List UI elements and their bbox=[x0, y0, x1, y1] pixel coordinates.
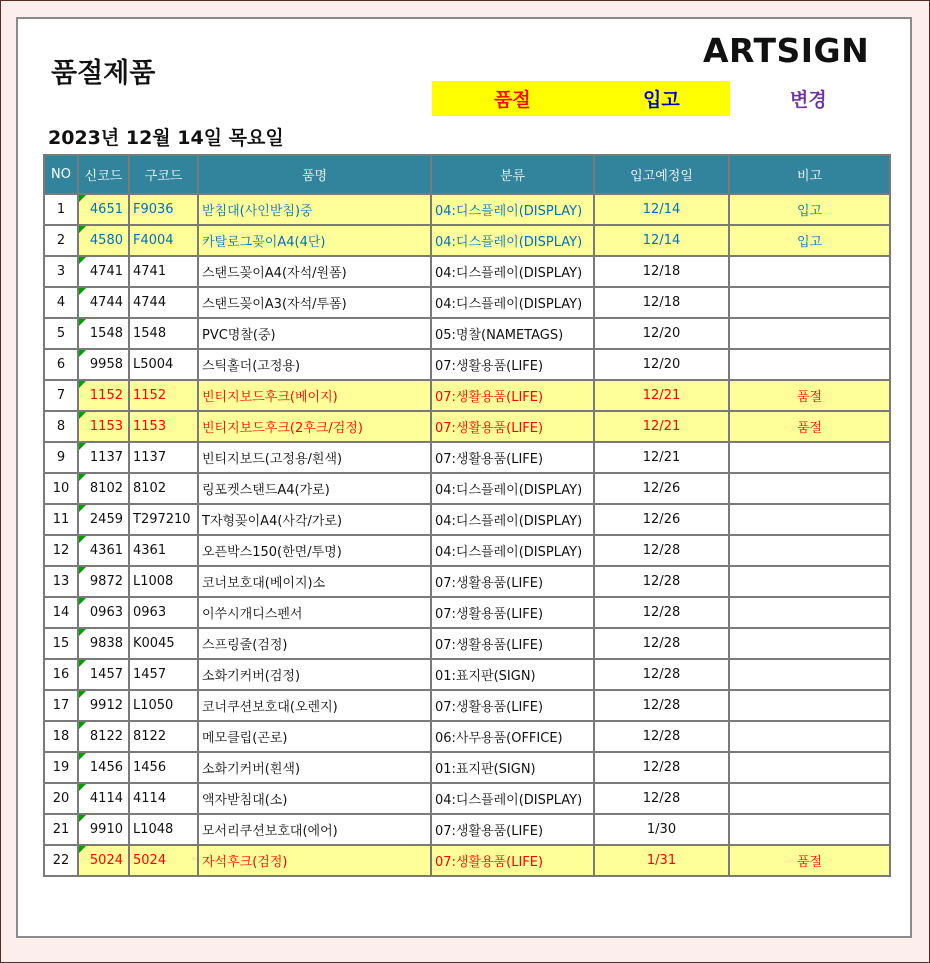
cell-new-code[interactable]: 1137 bbox=[78, 442, 129, 473]
cell-old-code[interactable]: 8102 bbox=[129, 473, 198, 504]
cell-old-code[interactable]: 4744 bbox=[129, 287, 198, 318]
cell-note[interactable] bbox=[729, 752, 890, 783]
cell-restock-date[interactable]: 12/18 bbox=[594, 256, 729, 287]
table-row[interactable] bbox=[44, 442, 890, 473]
cell-category[interactable]: 07:생활용품(LIFE) bbox=[431, 690, 594, 721]
cell-no[interactable]: 18 bbox=[44, 721, 78, 752]
col-header-old-code: 구코드 bbox=[129, 155, 198, 194]
cell-category[interactable]: 07:생활용품(LIFE) bbox=[431, 814, 594, 845]
cell-old-code[interactable]: 1457 bbox=[129, 659, 198, 690]
cell-note[interactable] bbox=[729, 318, 890, 349]
cell-product-name[interactable]: 빈티지보드후크(2후크/검정) bbox=[198, 411, 431, 442]
col-header-restock-date: 입고예정일 bbox=[594, 155, 729, 194]
cell-old-code[interactable]: L1008 bbox=[129, 566, 198, 597]
cell-note[interactable]: 품절 bbox=[729, 380, 890, 411]
cell-restock-date[interactable]: 12/28 bbox=[594, 628, 729, 659]
cell-category[interactable]: 05:명찰(NAMETAGS) bbox=[431, 318, 594, 349]
cell-note[interactable] bbox=[729, 628, 890, 659]
cell-product-name[interactable]: 자석후크(검정) bbox=[198, 845, 431, 876]
cell-restock-date[interactable]: 12/28 bbox=[594, 752, 729, 783]
cell-no[interactable]: 2 bbox=[44, 225, 78, 256]
cell-old-code[interactable]: 0963 bbox=[129, 597, 198, 628]
cell-old-code[interactable]: L1050 bbox=[129, 690, 198, 721]
cell-restock-date[interactable]: 12/26 bbox=[594, 504, 729, 535]
cell-note[interactable]: 품절 bbox=[729, 411, 890, 442]
cell-restock-date[interactable]: 1/31 bbox=[594, 845, 729, 876]
cell-note[interactable] bbox=[729, 721, 890, 752]
cell-product-name[interactable]: PVC명찰(중) bbox=[198, 318, 431, 349]
col-header-new-code: 신코드 bbox=[78, 155, 129, 194]
cell-restock-date[interactable]: 12/21 bbox=[594, 380, 729, 411]
cell-product-name[interactable]: 모서리쿠션보호대(에어) bbox=[198, 814, 431, 845]
cell-no[interactable]: 9 bbox=[44, 442, 78, 473]
cell-note[interactable] bbox=[729, 535, 890, 566]
cell-no[interactable]: 22 bbox=[44, 845, 78, 876]
table-row[interactable] bbox=[44, 318, 890, 349]
cell-no[interactable]: 19 bbox=[44, 752, 78, 783]
table-row[interactable] bbox=[44, 721, 890, 752]
cell-category[interactable]: 07:생활용품(LIFE) bbox=[431, 349, 594, 380]
cell-category[interactable]: 07:생활용품(LIFE) bbox=[431, 845, 594, 876]
cell-new-code[interactable]: 1152 bbox=[78, 380, 129, 411]
page-title: 품절제품 bbox=[51, 58, 156, 89]
cell-restock-date[interactable]: 12/21 bbox=[594, 442, 729, 473]
cell-no[interactable]: 1 bbox=[44, 194, 78, 225]
table-row[interactable] bbox=[44, 690, 890, 721]
cell-product-name[interactable]: T자형꽂이A4(사각/가로) bbox=[198, 504, 431, 535]
cell-category[interactable]: 04:디스플레이(DISPLAY) bbox=[431, 287, 594, 318]
cell-note[interactable] bbox=[729, 814, 890, 845]
table-row[interactable] bbox=[44, 225, 890, 256]
cell-note[interactable]: 품절 bbox=[729, 845, 890, 876]
report-sheet bbox=[16, 17, 912, 938]
cell-new-code[interactable]: 1548 bbox=[78, 318, 129, 349]
cell-product-name[interactable]: 빈티지보드후크(베이지) bbox=[198, 380, 431, 411]
table-row[interactable] bbox=[44, 473, 890, 504]
cell-new-code[interactable]: 1456 bbox=[78, 752, 129, 783]
table-row[interactable] bbox=[44, 628, 890, 659]
cell-product-name[interactable]: 메모클립(곤로) bbox=[198, 721, 431, 752]
cell-restock-date[interactable]: 12/28 bbox=[594, 690, 729, 721]
cell-restock-date[interactable]: 12/26 bbox=[594, 473, 729, 504]
cell-new-code[interactable]: 8102 bbox=[78, 473, 129, 504]
cell-note[interactable] bbox=[729, 349, 890, 380]
cell-restock-date[interactable]: 12/20 bbox=[594, 318, 729, 349]
table-row[interactable] bbox=[44, 504, 890, 535]
table-row[interactable] bbox=[44, 783, 890, 814]
cell-category[interactable]: 01:표지판(SIGN) bbox=[431, 752, 594, 783]
report-date: 2023년 12월 14일 목요일 bbox=[48, 127, 284, 149]
table-header bbox=[44, 155, 890, 194]
cell-old-code[interactable]: F4004 bbox=[129, 225, 198, 256]
cell-product-name[interactable]: 스탠드꽂이A4(자석/원폼) bbox=[198, 256, 431, 287]
cell-restock-date[interactable]: 12/20 bbox=[594, 349, 729, 380]
cell-restock-date[interactable]: 1/30 bbox=[594, 814, 729, 845]
table-row[interactable] bbox=[44, 535, 890, 566]
cell-note[interactable] bbox=[729, 597, 890, 628]
cell-new-code[interactable]: 2459 bbox=[78, 504, 129, 535]
cell-category[interactable]: 06:사무용품(OFFICE) bbox=[431, 721, 594, 752]
cell-restock-date[interactable]: 12/28 bbox=[594, 659, 729, 690]
cell-old-code[interactable]: K0045 bbox=[129, 628, 198, 659]
cell-category[interactable]: 04:디스플레이(DISPLAY) bbox=[431, 504, 594, 535]
cell-product-name[interactable]: 오픈박스150(한면/투명) bbox=[198, 535, 431, 566]
table-row[interactable] bbox=[44, 566, 890, 597]
cell-new-code[interactable]: 4744 bbox=[78, 287, 129, 318]
table-row[interactable] bbox=[44, 659, 890, 690]
cell-no[interactable]: 3 bbox=[44, 256, 78, 287]
cell-category[interactable]: 07:생활용품(LIFE) bbox=[431, 597, 594, 628]
cell-new-code[interactable]: 4580 bbox=[78, 225, 129, 256]
cell-restock-date[interactable]: 12/28 bbox=[594, 566, 729, 597]
cell-category[interactable]: 07:생활용품(LIFE) bbox=[431, 628, 594, 659]
cell-old-code[interactable]: L5004 bbox=[129, 349, 198, 380]
col-header-note: 비고 bbox=[729, 155, 890, 194]
cell-product-name[interactable]: 카탈로그꽂이A4(4단) bbox=[198, 225, 431, 256]
cell-no[interactable]: 7 bbox=[44, 380, 78, 411]
cell-no[interactable]: 20 bbox=[44, 783, 78, 814]
cell-restock-date[interactable]: 12/28 bbox=[594, 597, 729, 628]
cell-no[interactable]: 11 bbox=[44, 504, 78, 535]
table-body bbox=[44, 194, 890, 876]
col-header-category: 분류 bbox=[431, 155, 594, 194]
cell-no[interactable]: 15 bbox=[44, 628, 78, 659]
cell-category[interactable]: 04:디스플레이(DISPLAY) bbox=[431, 535, 594, 566]
cell-product-name[interactable]: 소화기커버(검정) bbox=[198, 659, 431, 690]
product-table bbox=[43, 154, 891, 877]
cell-new-code[interactable]: 5024 bbox=[78, 845, 129, 876]
cell-new-code[interactable]: 9958 bbox=[78, 349, 129, 380]
cell-no[interactable]: 14 bbox=[44, 597, 78, 628]
cell-no[interactable]: 12 bbox=[44, 535, 78, 566]
cell-no[interactable]: 16 bbox=[44, 659, 78, 690]
cell-category[interactable]: 07:생활용품(LIFE) bbox=[431, 566, 594, 597]
cell-note[interactable] bbox=[729, 442, 890, 473]
cell-old-code[interactable]: 1153 bbox=[129, 411, 198, 442]
cell-new-code[interactable]: 1153 bbox=[78, 411, 129, 442]
cell-old-code[interactable]: 1548 bbox=[129, 318, 198, 349]
col-header-no: NO bbox=[44, 155, 78, 194]
cell-note[interactable] bbox=[729, 504, 890, 535]
cell-new-code[interactable]: 4651 bbox=[78, 194, 129, 225]
table-row[interactable] bbox=[44, 349, 890, 380]
cell-no[interactable]: 5 bbox=[44, 318, 78, 349]
table-row[interactable] bbox=[44, 380, 890, 411]
cell-note[interactable] bbox=[729, 566, 890, 597]
cell-category[interactable]: 07:생활용품(LIFE) bbox=[431, 380, 594, 411]
cell-old-code[interactable]: 8122 bbox=[129, 721, 198, 752]
cell-old-code[interactable]: 1456 bbox=[129, 752, 198, 783]
cell-note[interactable]: 입고 bbox=[729, 225, 890, 256]
legend-highlight bbox=[432, 81, 730, 116]
cell-category[interactable]: 04:디스플레이(DISPLAY) bbox=[431, 783, 594, 814]
cell-new-code[interactable]: 4741 bbox=[78, 256, 129, 287]
cell-old-code[interactable]: 1152 bbox=[129, 380, 198, 411]
cell-product-name[interactable]: 링포켓스탠드A4(가로) bbox=[198, 473, 431, 504]
cell-category[interactable]: 04:디스플레이(DISPLAY) bbox=[431, 256, 594, 287]
cell-no[interactable]: 8 bbox=[44, 411, 78, 442]
cell-note[interactable] bbox=[729, 659, 890, 690]
cell-no[interactable]: 4 bbox=[44, 287, 78, 318]
cell-note[interactable] bbox=[729, 473, 890, 504]
cell-new-code[interactable]: 0963 bbox=[78, 597, 129, 628]
cell-product-name[interactable]: 받침대(사인받침)중 bbox=[198, 194, 431, 225]
cell-restock-date[interactable]: 12/21 bbox=[594, 411, 729, 442]
cell-category[interactable]: 04:디스플레이(DISPLAY) bbox=[431, 225, 594, 256]
cell-old-code[interactable]: L1048 bbox=[129, 814, 198, 845]
cell-product-name[interactable]: 소화기커버(흰색) bbox=[198, 752, 431, 783]
cell-restock-date[interactable]: 12/28 bbox=[594, 535, 729, 566]
table-row[interactable] bbox=[44, 194, 890, 225]
cell-product-name[interactable]: 스틱홀더(고정용) bbox=[198, 349, 431, 380]
cell-product-name[interactable]: 스탠드꽂이A3(자석/투폼) bbox=[198, 287, 431, 318]
col-header-product-name: 품명 bbox=[198, 155, 431, 194]
cell-no[interactable]: 13 bbox=[44, 566, 78, 597]
cell-old-code[interactable]: 1137 bbox=[129, 442, 198, 473]
legend-sold-out: 품절 bbox=[494, 89, 531, 111]
table-row[interactable] bbox=[44, 752, 890, 783]
cell-restock-date[interactable]: 12/14 bbox=[594, 225, 729, 256]
table-row[interactable] bbox=[44, 287, 890, 318]
cell-new-code[interactable]: 9838 bbox=[78, 628, 129, 659]
cell-product-name[interactable]: 이쑤시개디스펜서 bbox=[198, 597, 431, 628]
cell-new-code[interactable]: 1457 bbox=[78, 659, 129, 690]
table-row[interactable] bbox=[44, 814, 890, 845]
cell-new-code[interactable]: 4361 bbox=[78, 535, 129, 566]
cell-restock-date[interactable]: 12/28 bbox=[594, 783, 729, 814]
table-row[interactable] bbox=[44, 256, 890, 287]
cell-category[interactable]: 04:디스플레이(DISPLAY) bbox=[431, 473, 594, 504]
cell-old-code[interactable]: F9036 bbox=[129, 194, 198, 225]
table-row[interactable] bbox=[44, 597, 890, 628]
cell-product-name[interactable]: 액자받침대(소) bbox=[198, 783, 431, 814]
cell-note[interactable] bbox=[729, 690, 890, 721]
cell-restock-date[interactable]: 12/18 bbox=[594, 287, 729, 318]
cell-new-code[interactable]: 4114 bbox=[78, 783, 129, 814]
cell-old-code[interactable]: 4741 bbox=[129, 256, 198, 287]
legend-restock: 입고 bbox=[643, 89, 680, 111]
cell-note[interactable] bbox=[729, 783, 890, 814]
cell-new-code[interactable]: 9910 bbox=[78, 814, 129, 845]
cell-old-code[interactable]: 5024 bbox=[129, 845, 198, 876]
cell-product-name[interactable]: 빈티지보드(고정용/흰색) bbox=[198, 442, 431, 473]
cell-old-code[interactable]: T297210 bbox=[129, 504, 198, 535]
table-row[interactable] bbox=[44, 411, 890, 442]
cell-no[interactable]: 6 bbox=[44, 349, 78, 380]
cell-product-name[interactable]: 코너쿠션보호대(오렌지) bbox=[198, 690, 431, 721]
cell-new-code[interactable]: 8122 bbox=[78, 721, 129, 752]
cell-old-code[interactable]: 4361 bbox=[129, 535, 198, 566]
cell-old-code[interactable]: 4114 bbox=[129, 783, 198, 814]
cell-new-code[interactable]: 9912 bbox=[78, 690, 129, 721]
cell-category[interactable]: 01:표지판(SIGN) bbox=[431, 659, 594, 690]
legend-change: 변경 bbox=[790, 89, 827, 111]
brand-logo: ARTSIGN bbox=[703, 31, 870, 70]
cell-restock-date[interactable]: 12/14 bbox=[594, 194, 729, 225]
table-row[interactable] bbox=[44, 845, 890, 876]
cell-note[interactable] bbox=[729, 287, 890, 318]
cell-category[interactable]: 07:생활용품(LIFE) bbox=[431, 442, 594, 473]
cell-product-name[interactable]: 코너보호대(베이지)소 bbox=[198, 566, 431, 597]
cell-note[interactable] bbox=[729, 256, 890, 287]
cell-category[interactable]: 07:생활용품(LIFE) bbox=[431, 411, 594, 442]
cell-category[interactable]: 04:디스플레이(DISPLAY) bbox=[431, 194, 594, 225]
cell-restock-date[interactable]: 12/28 bbox=[594, 721, 729, 752]
cell-new-code[interactable]: 9872 bbox=[78, 566, 129, 597]
cell-product-name[interactable]: 스프링줄(검정) bbox=[198, 628, 431, 659]
cell-note[interactable]: 입고 bbox=[729, 194, 890, 225]
cell-no[interactable]: 10 bbox=[44, 473, 78, 504]
cell-no[interactable]: 21 bbox=[44, 814, 78, 845]
cell-no[interactable]: 17 bbox=[44, 690, 78, 721]
